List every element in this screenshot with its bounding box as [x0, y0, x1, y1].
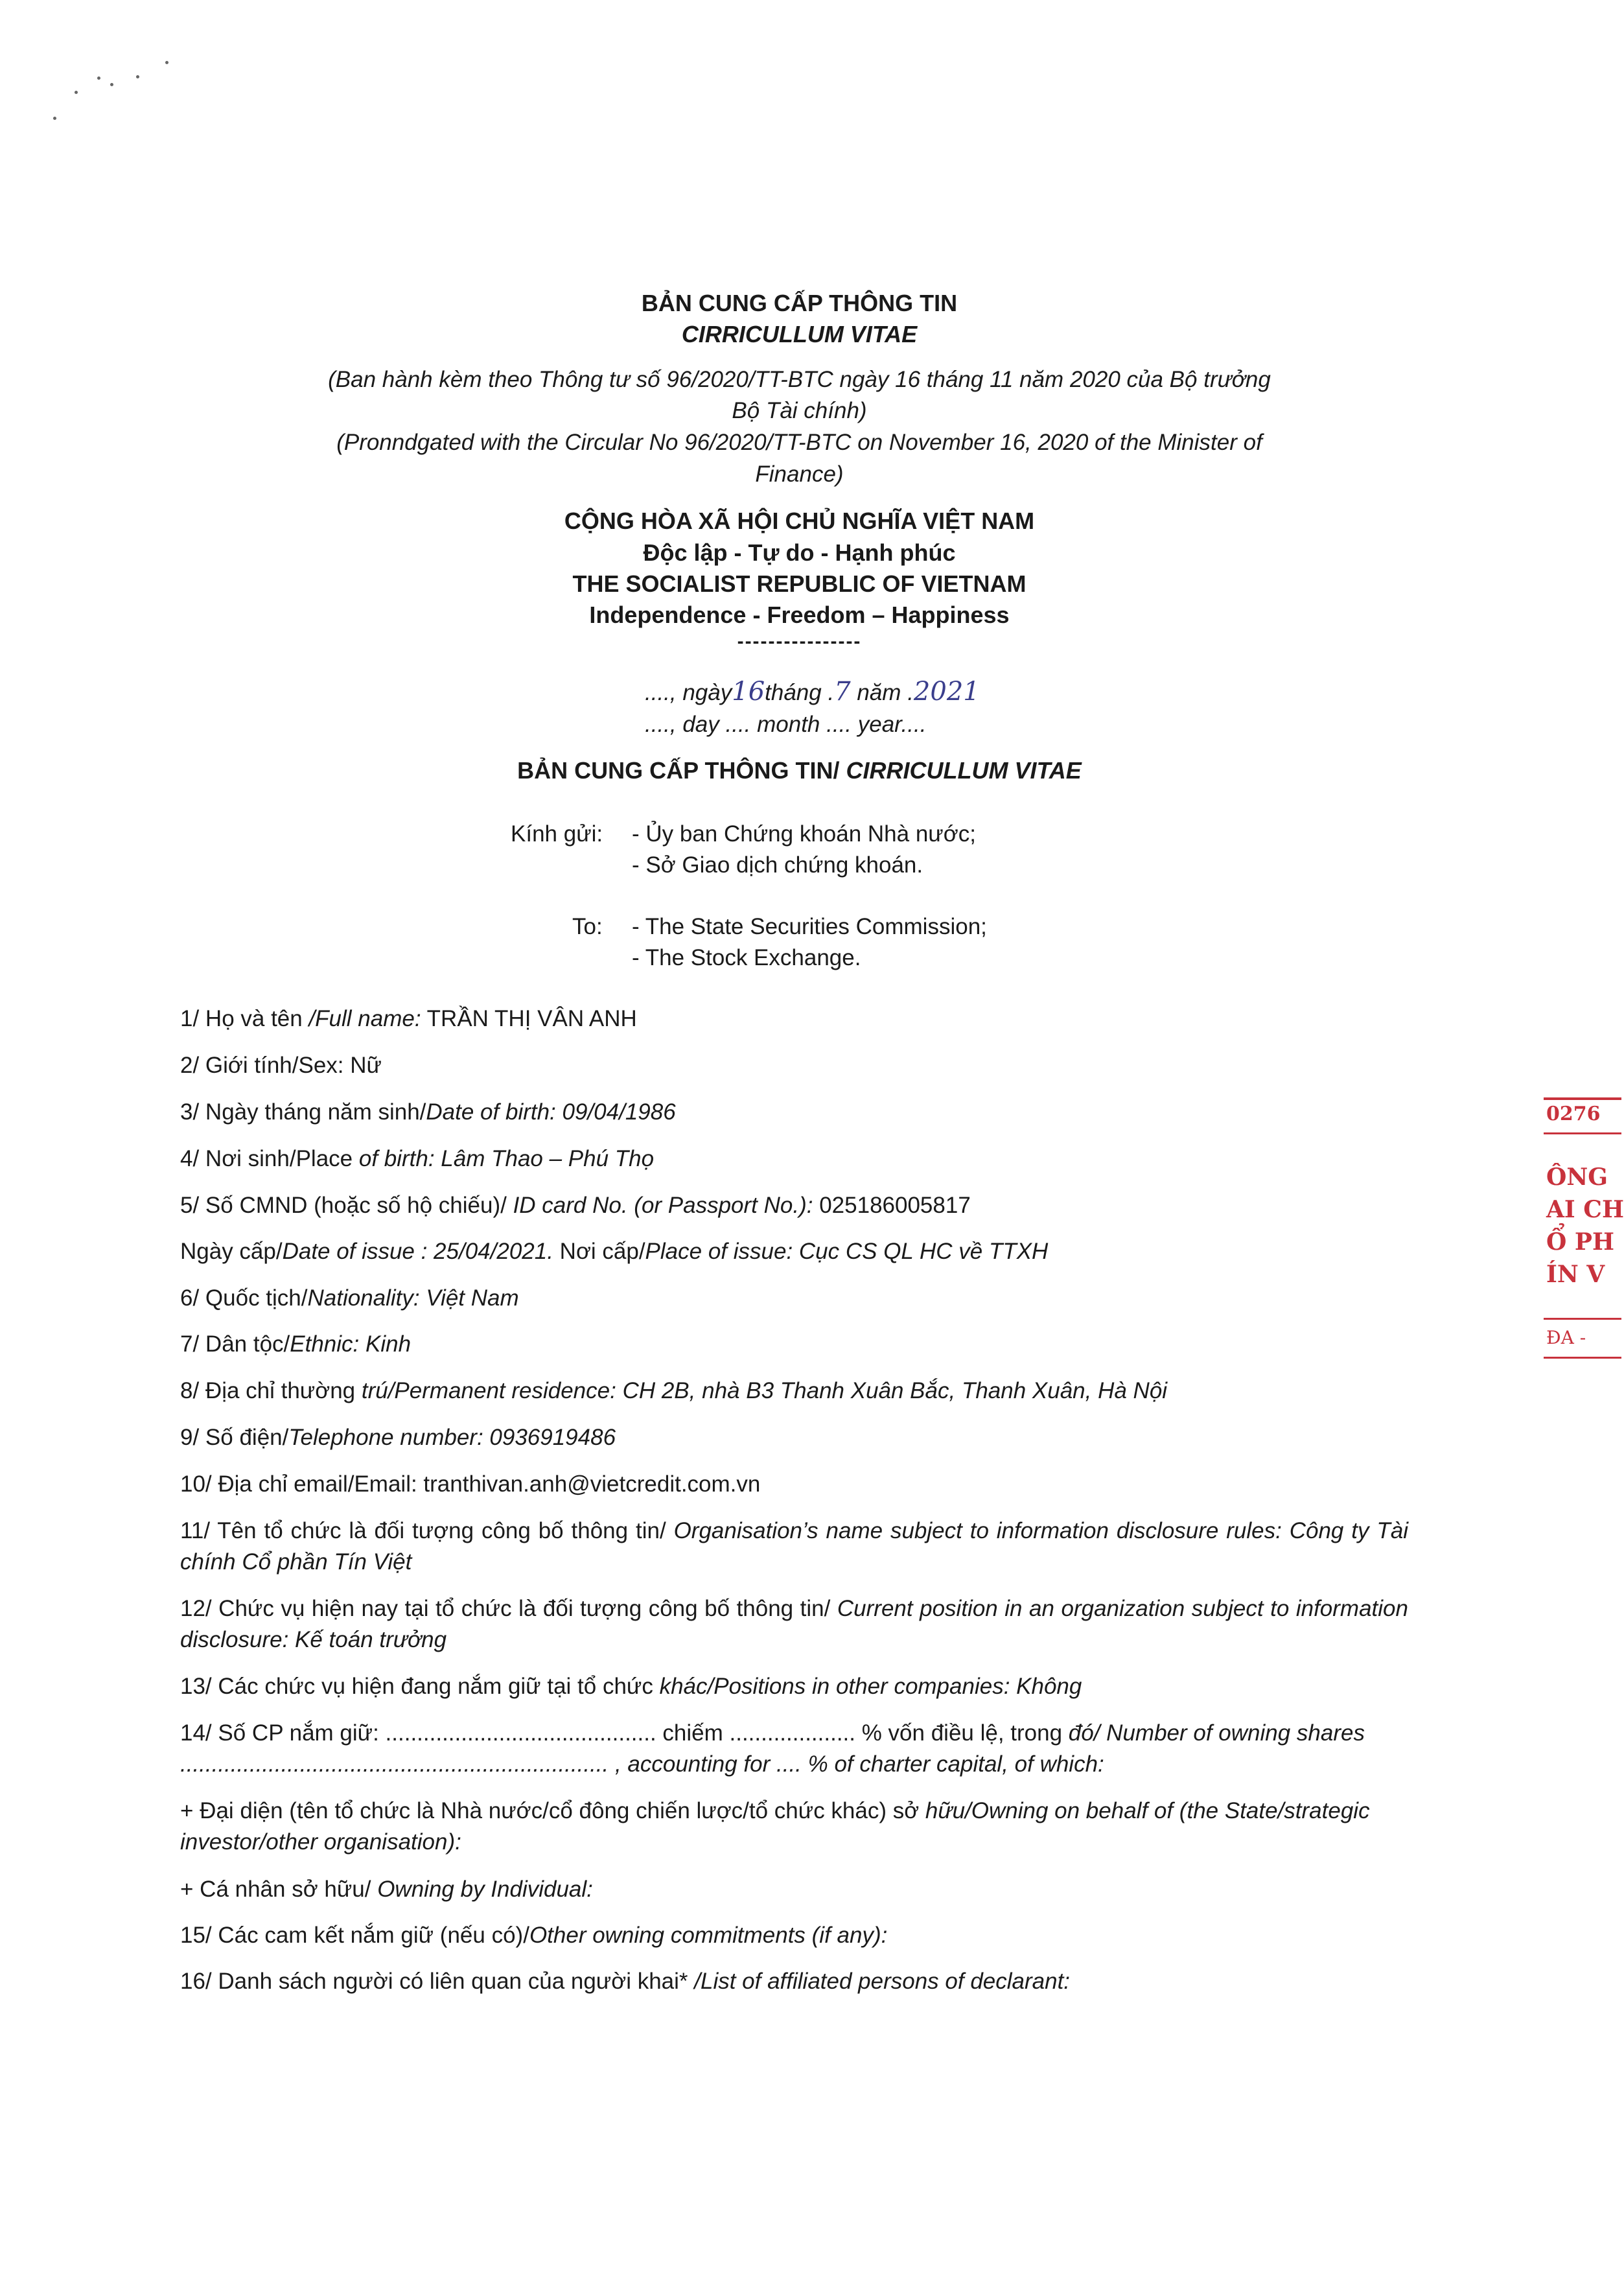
- field-date-of-birth: [180, 1097, 676, 1128]
- field-label-en: hữu/Owning on behalf of (the State/strategic investor/other organisation):: [180, 1798, 1370, 1855]
- date-day: 16: [732, 677, 765, 707]
- field-label: 8/ Địa chỉ thường: [180, 1378, 362, 1403]
- field-full-name: [180, 1003, 637, 1035]
- subtitle: [0, 756, 1599, 786]
- field-telephone: [180, 1422, 616, 1453]
- issued-vi-line1: (Ban hành kèm theo Thông tư số 96/2020/TT-BTC ngày 16 tháng 11 năm 2020 của Bộ trưởng: [328, 367, 1271, 392]
- issued-en-line2: Finance): [755, 462, 844, 487]
- date-month-word: tháng .: [765, 680, 835, 705]
- field-issue-info: [180, 1236, 1048, 1267]
- field-sex: 2/ Giới tính/Sex: Nữ: [180, 1053, 382, 1078]
- field-email: 10/ Địa chỉ email/Email: tranthivan.anh@vietcredit.com.vn: [180, 1471, 761, 1497]
- date-line-vi: [645, 677, 980, 707]
- field-owning-individual: [180, 1874, 593, 1905]
- field-current-position: [180, 1593, 1408, 1656]
- field-other-positions: [180, 1671, 1082, 1702]
- field-value: Place of issue: Cục CS QL HC về TTXH: [645, 1239, 1049, 1264]
- field-label: 3/ Ngày tháng năm sinh/: [180, 1099, 426, 1125]
- recipient-vi-1: - Ủy ban Chứng khoán Nhà nước;: [632, 821, 976, 847]
- field-value: TRẦN THỊ VÂN ANH: [421, 1006, 637, 1031]
- stamp-line: Ổ PH: [1546, 1228, 1614, 1256]
- field-label: 9/ Số điện/: [180, 1425, 289, 1450]
- field-value: Current position in an organization subject to information disclosure: Kế toán trưởng: [180, 1596, 1408, 1652]
- field-label: 5/ Số CMND (hoặc số hộ chiếu)/: [180, 1193, 513, 1218]
- stamp-line: ÔNG: [1546, 1164, 1608, 1191]
- field-value: 025186005817: [813, 1193, 971, 1218]
- field-value: Date of birth: 09/04/1986: [426, 1099, 676, 1125]
- field-label-en: /List of affiliated persons of declarant:: [694, 1969, 1071, 1994]
- field-ethnic: [180, 1329, 411, 1360]
- field-value: Ethnic: Kinh: [290, 1331, 412, 1357]
- field-shares-line2: .................................................................... , accounting for .... % of charter capital, of which:: [180, 1751, 1104, 1777]
- field-value: Organisation’s name subject to information disclosure rules: Công ty Tài chính Cổ phần Tín Việt: [180, 1518, 1408, 1575]
- issued-en-line1: (Pronndgated with the Circular No 96/2020/TT-BTC on November 16, 2020 of the Minister of: [336, 430, 1262, 455]
- field-label: 12/ Chức vụ hiện nay tại tổ chức là đối tượng công bố thông tin/: [180, 1596, 837, 1621]
- field-label: 7/ Dân tộc/: [180, 1331, 290, 1357]
- date-month: 7: [834, 677, 851, 707]
- field-value: khác/Positions in other companies: Không: [659, 1674, 1082, 1699]
- date-year-word: năm .: [850, 680, 914, 705]
- recipient-en-2: - The Stock Exchange.: [632, 945, 861, 970]
- field-label-en: Other owning commitments (if any):: [529, 1923, 888, 1948]
- subtitle-en: CIRRICULLUM VITAE: [846, 757, 1082, 784]
- company-seal-stamp: [1544, 1079, 1624, 1377]
- field-id-card: [180, 1190, 971, 1221]
- field-label-en: Owning by Individual:: [377, 1877, 593, 1902]
- field-label: 16/ Danh sách người có liên quan của người khai*: [180, 1969, 695, 1994]
- field-label: 15/ Các cam kết nắm giữ (nếu có)/: [180, 1923, 529, 1948]
- stamp-line: ÍN V: [1546, 1261, 1605, 1288]
- date-line-en: ...., day .... month .... year....: [645, 712, 927, 737]
- field-label: 6/ Quốc tịch/: [180, 1285, 308, 1311]
- field-label: Ngày cấp/: [180, 1239, 283, 1264]
- recipients-label-vi: Kính gửi:: [511, 821, 603, 847]
- field-label: 11/ Tên tổ chức là đối tượng công bố thông tin/: [180, 1518, 674, 1543]
- title-en: CIRRICULLUM VITAE: [681, 321, 918, 347]
- field-label: + Cá nhân sở hữu/: [180, 1877, 378, 1902]
- field-value: of birth: Lâm Thao – Phú Thọ: [358, 1146, 655, 1171]
- field-organisation: [180, 1516, 1408, 1578]
- date-prefix: ...., ngày: [645, 680, 732, 705]
- field-nationality: [180, 1283, 519, 1314]
- issued-vi-line2: Bộ Tài chính): [732, 398, 867, 423]
- field-owning-on-behalf: [180, 1796, 1408, 1858]
- field-label-en: /Full name:: [308, 1006, 421, 1031]
- field-value: Telephone number: 0936919486: [288, 1425, 616, 1450]
- field-affiliated-persons: [180, 1966, 1070, 1997]
- motto-en: Independence - Freedom – Happiness: [589, 602, 1010, 628]
- field-label: Nơi cấp/: [553, 1239, 645, 1264]
- field-shares-line1: [180, 1718, 1365, 1749]
- motto-vi: Độc lập - Tự do - Hạnh phúc: [643, 539, 956, 566]
- recipient-vi-2: - Sở Giao dịch chứng khoán.: [632, 852, 923, 878]
- field-value: Nationality: Việt Nam: [307, 1285, 519, 1311]
- field-label-en: đó/ Number of owning shares: [1068, 1720, 1365, 1746]
- header-rule: ----------------: [737, 631, 862, 652]
- field-label: 4/ Nơi sinh/Place: [180, 1146, 359, 1171]
- nation-en: THE SOCIALIST REPUBLIC OF VIETNAM: [572, 570, 1027, 597]
- field-label: 1/ Họ và tên: [180, 1006, 309, 1031]
- field-value: trú/Permanent residence: CH 2B, nhà B3 Thanh Xuân Bắc, Thanh Xuân, Hà Nội: [361, 1378, 1168, 1403]
- recipients-label-en: To:: [572, 914, 603, 939]
- stamp-line: 0276: [1546, 1103, 1601, 1125]
- subtitle-vi: BẢN CUNG CẤP THÔNG TIN/: [517, 757, 846, 784]
- stamp-line: AI CH: [1546, 1196, 1624, 1223]
- title-vi: BẢN CUNG CẤP THÔNG TIN: [641, 290, 958, 316]
- field-label: 13/ Các chức vụ hiện đang nắm giữ tại tổ chức: [180, 1674, 660, 1699]
- field-place-of-birth: [180, 1143, 654, 1175]
- field-label: + Đại diện (tên tổ chức là Nhà nước/cổ đông chiến lược/tổ chức khác) sở: [180, 1798, 925, 1823]
- recipient-en-1: - The State Securities Commission;: [632, 914, 987, 939]
- field-label: 14/ Số CP nắm giữ: ........................................... chiếm .................... % vốn điều lệ, trong: [180, 1720, 1069, 1746]
- field-permanent-residence: [180, 1376, 1167, 1407]
- field-owning-commitments: [180, 1920, 887, 1951]
- field-label-en: ID card No. (or Passport No.):: [513, 1193, 813, 1218]
- stamp-line: ĐA -: [1546, 1327, 1586, 1348]
- field-value: Date of issue : 25/04/2021.: [282, 1239, 553, 1264]
- date-year: 2021: [913, 677, 980, 707]
- nation-vi: CỘNG HÒA XÃ HỘI CHỦ NGHĨA VIỆT NAM: [564, 508, 1035, 534]
